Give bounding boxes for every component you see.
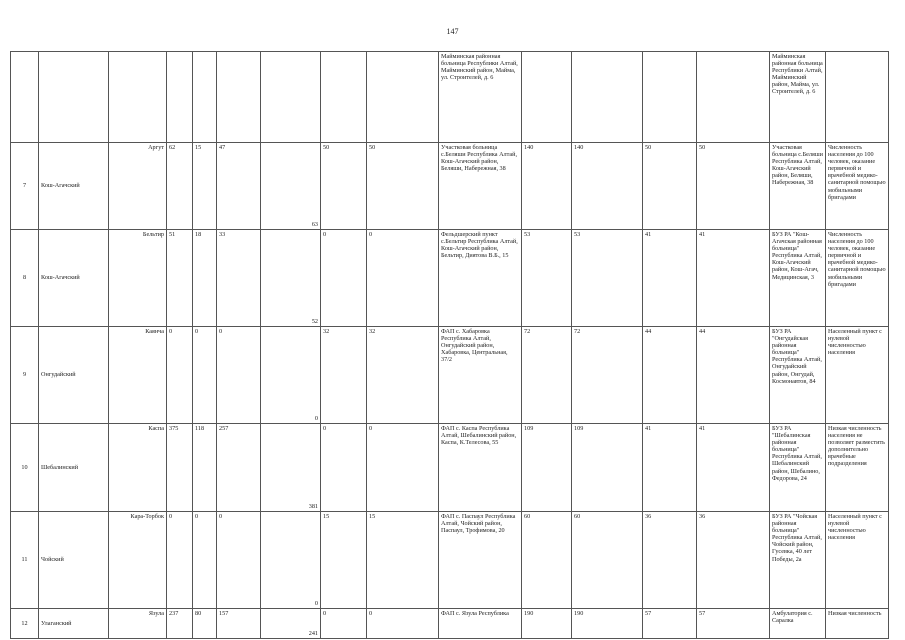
cell-facility: Фельдшерский пункт с.Бельтир Республика Алтай, Кош-Агачский район, Бельтир, Диятова В.Б., 15 xyxy=(439,230,522,327)
cell-c1: 62 xyxy=(167,143,193,230)
cell-hospital: БУЗ РА "Кош-Агачская районная больница" Республика Алтай, Кош-Агачский район, Кош-Агач, Медицинская, 3 xyxy=(770,230,826,327)
cell-facility: ФАП с. Язула Республика xyxy=(439,609,522,639)
cell-c10: 44 xyxy=(697,327,770,424)
cell-locality: Каянча xyxy=(109,327,167,424)
cell-note: Населенный пункт с нулевой численностью населения xyxy=(826,512,889,609)
cell-c7: 60 xyxy=(522,512,572,609)
cell-hospital: БУЗ РА "Онгудайская районная больница" Республика Алтай, Онгудайский район, Онгудай, Космонавтов, 84 xyxy=(770,327,826,424)
cell-c4: 63 xyxy=(261,143,321,230)
cell-c8: 109 xyxy=(572,424,643,512)
cell-c4 xyxy=(261,52,321,143)
cell-c8: 190 xyxy=(572,609,643,639)
cell-c9: 41 xyxy=(643,424,697,512)
cell-note: Населенный пункт с нулевой численностью населения xyxy=(826,327,889,424)
cell-note: Низкая численность xyxy=(826,609,889,639)
cell-hospital: БУЗ РА "Шебалинская районная больница" Республика Алтай, Шебалинский район, Шебалино, Федорова, 24 xyxy=(770,424,826,512)
cell-c1: 51 xyxy=(167,230,193,327)
cell-c3: 257 xyxy=(217,424,261,512)
cell-c1: 375 xyxy=(167,424,193,512)
cell-c2: 0 xyxy=(193,327,217,424)
cell-c10 xyxy=(697,52,770,143)
cell-c3: 33 xyxy=(217,230,261,327)
cell-district: Онгудайский xyxy=(39,327,109,424)
settlements-table xyxy=(10,51,889,639)
cell-c5: 15 xyxy=(321,512,367,609)
cell-c7: 140 xyxy=(522,143,572,230)
cell-c10: 41 xyxy=(697,230,770,327)
cell-c10: 57 xyxy=(697,609,770,639)
cell-c3: 157 xyxy=(217,609,261,639)
cell-note: Численность населения до 100 человек, оказание первичной и врачебной медико-санитарной помощью мобильными бригадами xyxy=(826,143,889,230)
cell-c7: 72 xyxy=(522,327,572,424)
cell-c5: 0 xyxy=(321,424,367,512)
cell-locality: Кара-Торбок xyxy=(109,512,167,609)
cell-c9 xyxy=(643,52,697,143)
cell-district: Кош-Агачский xyxy=(39,143,109,230)
cell-c9: 36 xyxy=(643,512,697,609)
cell-c8 xyxy=(572,52,643,143)
cell-locality: Аргут xyxy=(109,143,167,230)
cell-c7 xyxy=(522,52,572,143)
cell-c10: 36 xyxy=(697,512,770,609)
cell-c10: 41 xyxy=(697,424,770,512)
table-row xyxy=(11,52,889,143)
cell-c6: 50 xyxy=(367,143,439,230)
cell-locality: Бельтир xyxy=(109,230,167,327)
cell-locality: Кaспа xyxy=(109,424,167,512)
cell-district: Кош-Агачский xyxy=(39,230,109,327)
cell-c5: 50 xyxy=(321,143,367,230)
cell-c2: 118 xyxy=(193,424,217,512)
cell-c3: 0 xyxy=(217,327,261,424)
cell-c2 xyxy=(193,52,217,143)
cell-locality xyxy=(109,52,167,143)
cell-num: 12 xyxy=(11,609,39,639)
cell-c2: 80 xyxy=(193,609,217,639)
cell-c4: 241 xyxy=(261,609,321,639)
cell-c1: 0 xyxy=(167,512,193,609)
cell-c1: 0 xyxy=(167,327,193,424)
page-number: 147 xyxy=(446,27,459,36)
cell-c1: 237 xyxy=(167,609,193,639)
cell-facility: ФАП с. Паспаул Республика Алтай, Чойский район, Паспаул, Трофимова, 20 xyxy=(439,512,522,609)
cell-note: Численность населения до 100 человек, оказание первичной и врачебной медико-санитарной помощью мобильными бригадами xyxy=(826,230,889,327)
cell-note: Низкая численность населения не позволяет разместить дополнительно врачебные подразделения xyxy=(826,424,889,512)
cell-facility: ФАП с. Хабаровка Республика Алтай, Онгудайский район, Хабаровка, Центральная, 37/2 xyxy=(439,327,522,424)
cell-c3: 0 xyxy=(217,512,261,609)
cell-c8: 140 xyxy=(572,143,643,230)
cell-district: Шебалинский xyxy=(39,424,109,512)
cell-district: Улаганский xyxy=(39,609,109,639)
cell-hospital: Участковая больница с.Беляши Республика Алтай, Кош-Агачский район, Беляши, Набережная, 38 xyxy=(770,143,826,230)
cell-c4: 0 xyxy=(261,512,321,609)
cell-c3: 47 xyxy=(217,143,261,230)
cell-note xyxy=(826,52,889,143)
cell-c4: 381 xyxy=(261,424,321,512)
cell-c9: 57 xyxy=(643,609,697,639)
table-row xyxy=(11,512,889,609)
cell-c2: 15 xyxy=(193,143,217,230)
cell-hospital: Амбулатория с. Саралка xyxy=(770,609,826,639)
cell-c5: 0 xyxy=(321,609,367,639)
cell-c6 xyxy=(367,52,439,143)
cell-c6: 0 xyxy=(367,230,439,327)
cell-num: 11 xyxy=(11,512,39,609)
cell-c9: 41 xyxy=(643,230,697,327)
cell-hospital: Майминская районная больница Республики Алтай, Майминский район, Майма, ул. Строителей, д. 6 xyxy=(770,52,826,143)
cell-facility: Майминская районная больница Республики Алтай, Майминский район, Майма, ул. Строителей, д. 6 xyxy=(439,52,522,143)
table-row xyxy=(11,230,889,327)
cell-c9: 50 xyxy=(643,143,697,230)
cell-c8: 60 xyxy=(572,512,643,609)
cell-locality: Язула xyxy=(109,609,167,639)
cell-c10: 50 xyxy=(697,143,770,230)
cell-facility: Участковая больница с.Беляши Республика Алтай, Кош-Агачский район, Беляши, Набережная, 38 xyxy=(439,143,522,230)
cell-c3 xyxy=(217,52,261,143)
cell-c5: 32 xyxy=(321,327,367,424)
cell-num xyxy=(11,52,39,143)
cell-c6: 15 xyxy=(367,512,439,609)
table-row xyxy=(11,327,889,424)
cell-c9: 44 xyxy=(643,327,697,424)
cell-c1 xyxy=(167,52,193,143)
table-row xyxy=(11,424,889,512)
cell-c8: 72 xyxy=(572,327,643,424)
table-row xyxy=(11,143,889,230)
cell-c5: 0 xyxy=(321,230,367,327)
cell-c4: 0 xyxy=(261,327,321,424)
cell-c4: 52 xyxy=(261,230,321,327)
cell-c8: 53 xyxy=(572,230,643,327)
cell-facility: ФАП с. Каспа Республика Алтай, Шебалинский район, Каспа, К.Телесова, 55 xyxy=(439,424,522,512)
cell-num: 7 xyxy=(11,143,39,230)
cell-c6: 0 xyxy=(367,609,439,639)
cell-c6: 32 xyxy=(367,327,439,424)
cell-c2: 0 xyxy=(193,512,217,609)
cell-c7: 190 xyxy=(522,609,572,639)
cell-num: 8 xyxy=(11,230,39,327)
cell-district: Чойский xyxy=(39,512,109,609)
table-row xyxy=(11,609,889,639)
cell-c6: 0 xyxy=(367,424,439,512)
cell-c7: 53 xyxy=(522,230,572,327)
cell-district xyxy=(39,52,109,143)
cell-hospital: БУЗ РА "Чойская районная больница" Республика Алтай, Чойский район, Гусевка, 40 лет Победы, 2а xyxy=(770,512,826,609)
cell-c2: 18 xyxy=(193,230,217,327)
cell-c5 xyxy=(321,52,367,143)
cell-num: 9 xyxy=(11,327,39,424)
cell-num: 10 xyxy=(11,424,39,512)
cell-c7: 109 xyxy=(522,424,572,512)
